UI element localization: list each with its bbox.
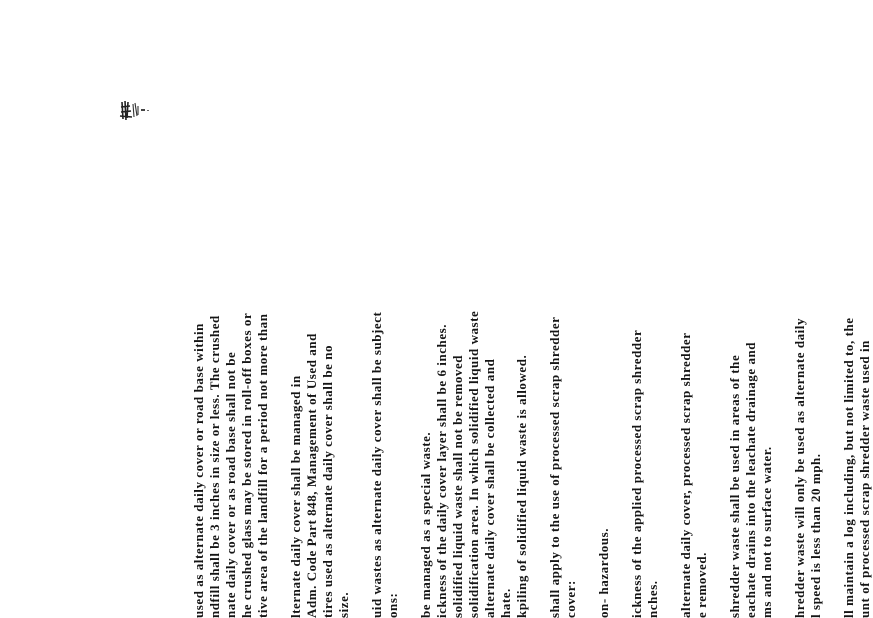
scan-artifact-mark: [116, 98, 152, 122]
text-line: eachate drains into the leachate drainage and: [743, 341, 758, 618]
paragraph-gap: [271, 0, 288, 618]
text-line: ll maintain a log including, but not limited to, the: [841, 317, 856, 618]
text-line: be managed as a special waste.: [418, 431, 433, 618]
text-line: hredder waste will only be used as alternate daily: [792, 317, 807, 618]
paragraph-gap: [661, 0, 678, 618]
text-line: size.: [336, 591, 351, 618]
text-line: alternate daily cover, processed scrap shredder: [678, 332, 693, 618]
text-line: solidification area. In which solidified liquid waste: [466, 310, 481, 618]
text-line: hate.: [498, 588, 513, 618]
paragraph-gap: [612, 0, 629, 618]
rotated-text-block: [191, 0, 872, 618]
text-line: on- hazardous.: [596, 527, 611, 618]
text-line: nches.: [645, 580, 660, 618]
text-line: solidified liquid waste shall not be removed: [450, 354, 465, 618]
text-line: l speed is less than 20 mph.: [808, 453, 823, 618]
text-line: lternate daily cover shall be managed in: [288, 375, 303, 618]
text-line: ons:: [385, 592, 400, 618]
paragraph-gap: [824, 0, 841, 618]
paragraph: [727, 0, 775, 618]
paragraph: [678, 0, 710, 618]
text-line: alternate daily cover shall be collected and: [482, 358, 497, 618]
text-line: tive area of the landfill for a period not more than: [255, 313, 270, 618]
paragraph: [191, 0, 271, 618]
paragraph: [288, 0, 352, 618]
paragraph: [629, 0, 661, 618]
text-line: used as alternate daily cover or road base within: [191, 323, 206, 618]
paragraph-gap: [530, 0, 547, 618]
paragraph-gap: [401, 0, 418, 618]
paragraph-gap: [579, 0, 596, 618]
paragraph: [369, 0, 401, 618]
paragraph: [547, 0, 579, 618]
text-line: ickness of the daily cover layer shall be 6 inches.: [434, 323, 449, 618]
paragraph: [841, 0, 873, 618]
text-line: shredder waste shall be used in areas of the: [727, 354, 742, 618]
text-line: unt of processed scrap shredder waste used in: [857, 340, 872, 618]
text-line: uid wastes as alternate daily cover shall be subject: [369, 311, 384, 618]
text-line: ickness of the applied processed scrap shredder: [629, 329, 644, 618]
text-line: e removed.: [694, 552, 709, 618]
text-line: ndfill shall be 3 inches in size or less. The crushed: [207, 315, 222, 618]
text-line: he crushed glass may be stored in roll-off boxes or: [239, 312, 254, 618]
text-line: cover:: [563, 580, 578, 618]
paragraph: [792, 0, 824, 618]
paragraph-gap: [775, 0, 792, 618]
text-line: shall apply to the use of processed scrap shredder: [547, 316, 562, 618]
paragraph-gap: [710, 0, 727, 618]
paragraph-gap: [352, 0, 369, 618]
text-line: kpiling of solidified liquid waste is allowed.: [514, 354, 529, 618]
paragraph: [596, 0, 612, 618]
text-line: nate daily cover or as road base shall not be: [223, 351, 238, 618]
paragraph: [418, 0, 530, 618]
text-line: Adm. Code Part 848, Management of Used and: [304, 333, 319, 618]
text-line: ms and not to surface water.: [759, 446, 774, 618]
text-line: tires used as alternate daily cover shall be no: [320, 344, 335, 618]
